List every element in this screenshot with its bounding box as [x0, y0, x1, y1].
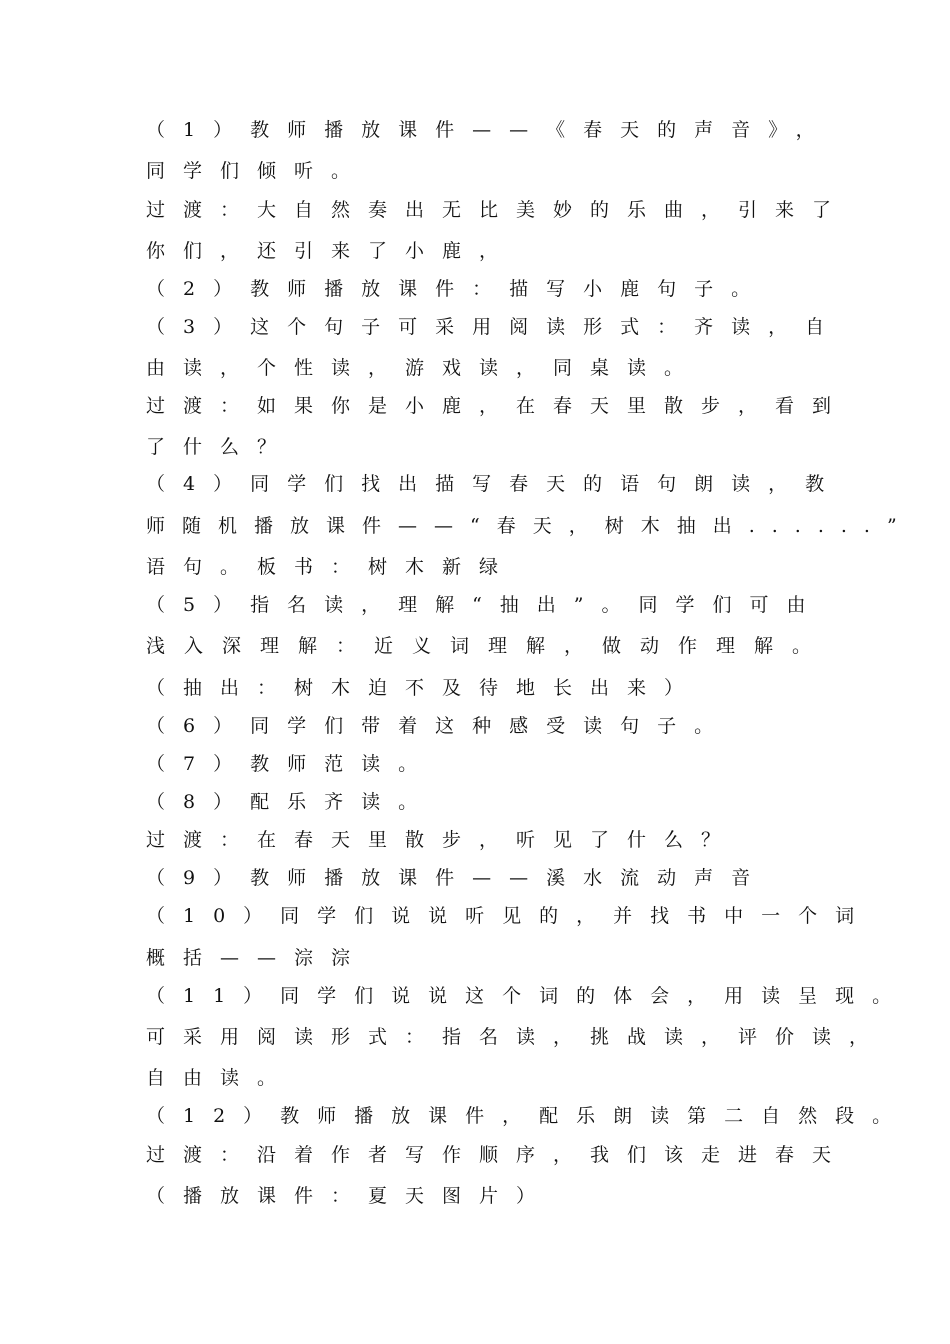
text-line: 自由读。: [146, 1067, 295, 1089]
text-line: （5）指名读，理解“抽出”。同学们可由: [146, 594, 824, 616]
text-line: （9）教师播放课件——溪水流动声音: [146, 867, 769, 889]
text-line: （10）同学们说说听见的，并找书中一个词: [146, 905, 873, 927]
text-line: 语句。板书：树木新绿: [146, 556, 517, 578]
text-line: 师随机播放课件——“春天，树木抽出......”: [146, 515, 914, 537]
text-line: （抽出：树木迫不及待地长出来）: [146, 677, 702, 699]
text-line: （播放课件：夏天图片）: [146, 1185, 554, 1207]
text-line: 由读，个性读，游戏读，同桌读。: [146, 357, 702, 379]
text-line: （8）配乐齐读。: [146, 791, 436, 813]
text-line: （4）同学们找出描写春天的语句朗读，教: [146, 473, 843, 495]
text-line: （2）教师播放课件：描写小鹿句子。: [146, 278, 769, 300]
text-line: 过渡：沿着作者写作顺序，我们该走进春天: [146, 1144, 850, 1166]
text-line: 了什么？: [146, 436, 295, 458]
text-line: 过渡：如果你是小鹿，在春天里散步，看到: [146, 395, 850, 417]
text-line: 浅入深理解：近义词理解，做动作理解。: [146, 635, 831, 657]
text-line: 过渡：在春天里散步，听见了什么？: [146, 829, 739, 851]
text-line: 概括——淙淙: [146, 947, 369, 969]
text-line: （12）教师播放课件，配乐朗读第二自然段。: [146, 1105, 910, 1127]
text-line: 过渡：大自然奏出无比美妙的乐曲，引来了: [146, 199, 850, 221]
text-line: （11）同学们说说这个词的体会，用读呈现。: [146, 985, 910, 1007]
text-line: （7）教师范读。: [146, 753, 436, 775]
text-line: 你们，还引来了小鹿，: [146, 240, 517, 262]
text-line: （3）这个句子可采用阅读形式：齐读，自: [146, 316, 843, 338]
text-line: 可采用阅读形式：指名读，挑战读，评价读，: [146, 1026, 887, 1048]
text-line: （1）教师播放课件——《春天的声音》，: [146, 119, 833, 141]
text-line: 同学们倾听。: [146, 160, 369, 182]
text-line: （6）同学们带着这种感受读句子。: [146, 715, 732, 737]
